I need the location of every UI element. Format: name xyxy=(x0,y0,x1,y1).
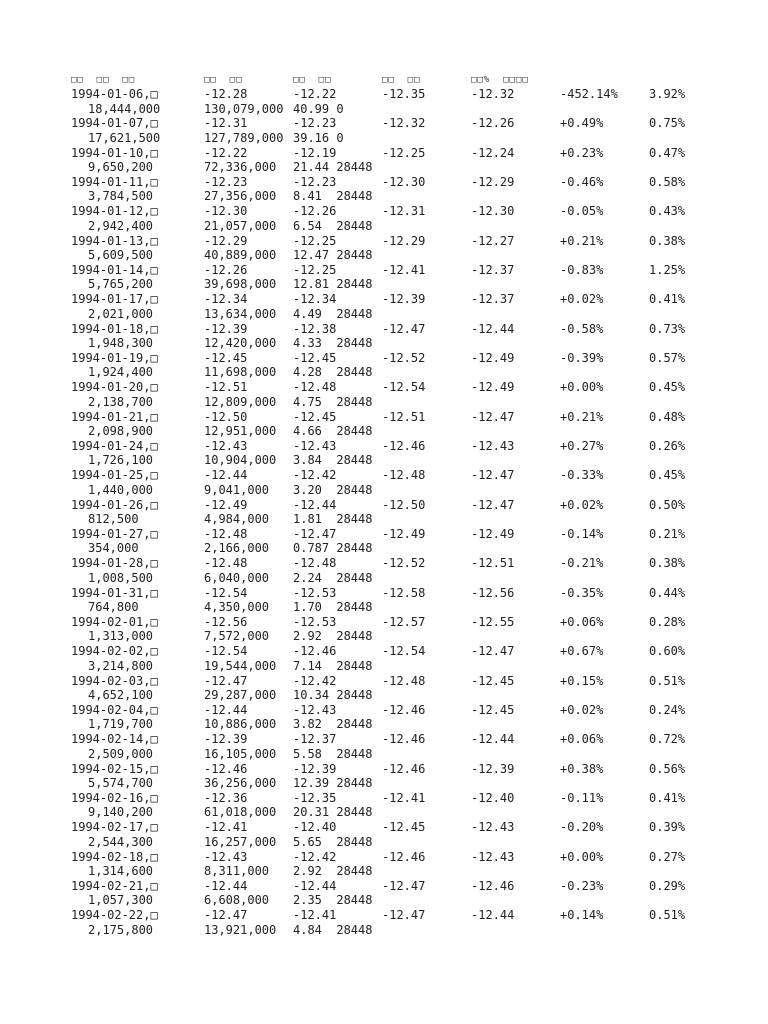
row-open: -12.43 xyxy=(204,438,248,453)
row-vol: 1,440,000 xyxy=(88,482,154,497)
row-amt: 13,921,000 xyxy=(204,922,277,937)
row-date: 1994-02-01,□ xyxy=(71,614,158,629)
row-open: -12.44 xyxy=(204,468,248,483)
row-low: -12.32 xyxy=(382,116,426,131)
row-chg: +0.21% xyxy=(560,233,604,248)
row-high: -12.38 xyxy=(293,321,337,336)
row-chg: +0.21% xyxy=(560,409,604,424)
row-high: -12.22 xyxy=(293,87,337,101)
row-chg: -452.14% xyxy=(560,87,618,101)
row-low: -12.54 xyxy=(382,644,426,659)
row-high: -12.45 xyxy=(293,409,337,424)
row-high: -12.37 xyxy=(293,732,337,747)
row-amp: 0.47% xyxy=(649,145,686,160)
row-amt: 7,572,000 xyxy=(204,629,270,644)
row-rest: 10.34 28448 xyxy=(293,688,373,703)
row-chg: +0.02% xyxy=(560,702,604,717)
row-amp: 0.28% xyxy=(649,614,686,629)
row-chg: -0.33% xyxy=(560,468,604,483)
row-vol: 2,098,900 xyxy=(88,424,154,439)
row-close: -12.55 xyxy=(471,614,515,629)
row-date: 1994-01-11,□ xyxy=(71,174,158,189)
row-rest: 7.14 28448 xyxy=(293,658,373,673)
row-chg: -0.83% xyxy=(560,262,604,277)
row-high: -12.42 xyxy=(293,673,337,688)
row-amp: 0.57% xyxy=(649,350,686,365)
row-open: -12.45 xyxy=(204,350,248,365)
row-vol: 2,138,700 xyxy=(88,394,154,409)
row-vol: 1,719,700 xyxy=(88,717,154,732)
row-vol: 5,765,200 xyxy=(88,277,154,292)
row-date: 1994-01-18,□ xyxy=(71,321,158,336)
row-open: -12.47 xyxy=(204,673,248,688)
row-date: 1994-01-06,□ xyxy=(71,87,158,101)
row-date: 1994-02-18,□ xyxy=(71,849,158,864)
row-date: 1994-01-13,□ xyxy=(71,233,158,248)
row-amp: 0.41% xyxy=(649,790,686,805)
row-low: -12.52 xyxy=(382,350,426,365)
row-rest: 40.99 0 xyxy=(293,101,344,116)
row-chg: +0.02% xyxy=(560,292,604,307)
row-low: -12.57 xyxy=(382,614,426,629)
row-amp: 0.75% xyxy=(649,116,686,131)
row-amp: 0.21% xyxy=(649,526,686,541)
row-chg: -0.20% xyxy=(560,820,604,835)
row-low: -12.51 xyxy=(382,409,426,424)
row-close: -12.37 xyxy=(471,262,515,277)
row-high: -12.45 xyxy=(293,350,337,365)
row-chg: -0.23% xyxy=(560,878,604,893)
row-amt: 39,698,000 xyxy=(204,277,277,292)
row-amp: 0.73% xyxy=(649,321,686,336)
row-open: -12.39 xyxy=(204,732,248,747)
row-rest: 4.84 28448 xyxy=(293,922,373,937)
row-high: -12.40 xyxy=(293,820,337,835)
row-low: -12.46 xyxy=(382,761,426,776)
row-amt: 36,256,000 xyxy=(204,776,277,791)
row-close: -12.56 xyxy=(471,585,515,600)
row-chg: +0.15% xyxy=(560,673,604,688)
row-rest: 2.24 28448 xyxy=(293,570,373,585)
row-vol: 1,948,300 xyxy=(88,336,154,351)
row-rest: 2.92 28448 xyxy=(293,629,373,644)
row-high: -12.23 xyxy=(293,116,337,131)
row-low: -12.45 xyxy=(382,820,426,835)
row-amp: 0.39% xyxy=(649,820,686,835)
row-open: -12.44 xyxy=(204,878,248,893)
row-chg: +0.06% xyxy=(560,614,604,629)
row-date: 1994-02-22,□ xyxy=(71,908,158,923)
row-vol: 1,008,500 xyxy=(88,570,154,585)
row-amp: 0.26% xyxy=(649,438,686,453)
row-date: 1994-02-15,□ xyxy=(71,761,158,776)
row-amt: 4,984,000 xyxy=(204,512,270,527)
row-chg: -0.46% xyxy=(560,174,604,189)
row-low: -12.49 xyxy=(382,526,426,541)
row-vol: 1,924,400 xyxy=(88,365,154,380)
row-high: -12.44 xyxy=(293,878,337,893)
row-close: -12.47 xyxy=(471,497,515,512)
row-date: 1994-01-21,□ xyxy=(71,409,158,424)
row-rest: 1.70 28448 xyxy=(293,600,373,615)
row-amt: 21,057,000 xyxy=(204,218,277,233)
row-date: 1994-02-03,□ xyxy=(71,673,158,688)
row-rest: 2.35 28448 xyxy=(293,893,373,908)
row-amt: 29,287,000 xyxy=(204,688,277,703)
row-high: -12.47 xyxy=(293,526,337,541)
row-date: 1994-01-28,□ xyxy=(71,556,158,571)
row-rest: 3.82 28448 xyxy=(293,717,373,732)
row-amp: 0.72% xyxy=(649,732,686,747)
row-high: -12.19 xyxy=(293,145,337,160)
row-date: 1994-02-14,□ xyxy=(71,732,158,747)
row-date: 1994-01-14,□ xyxy=(71,262,158,277)
row-amt: 9,041,000 xyxy=(204,482,270,497)
row-chg: -0.58% xyxy=(560,321,604,336)
row-amt: 72,336,000 xyxy=(204,160,277,175)
row-high: -12.46 xyxy=(293,644,337,659)
row-chg: +0.14% xyxy=(560,908,604,923)
row-rest: 4.49 28448 xyxy=(293,306,373,321)
row-close: -12.30 xyxy=(471,204,515,219)
row-date: 1994-01-07,□ xyxy=(71,116,158,131)
row-amp: 0.45% xyxy=(649,380,686,395)
row-high: -12.42 xyxy=(293,468,337,483)
row-chg: -0.14% xyxy=(560,526,604,541)
row-vol: 2,544,300 xyxy=(88,834,154,849)
row-low: -12.58 xyxy=(382,585,426,600)
row-amt: 10,904,000 xyxy=(204,453,277,468)
row-date: 1994-01-19,□ xyxy=(71,350,158,365)
row-vol: 2,942,400 xyxy=(88,218,154,233)
row-low: -12.31 xyxy=(382,204,426,219)
row-rest: 4.33 28448 xyxy=(293,336,373,351)
header-cell-1: □□ □□ □□ xyxy=(71,75,136,85)
row-rest: 2.92 28448 xyxy=(293,864,373,879)
row-low: -12.41 xyxy=(382,262,426,277)
row-date: 1994-01-12,□ xyxy=(71,204,158,219)
row-open: -12.48 xyxy=(204,526,248,541)
row-date: 1994-01-26,□ xyxy=(71,497,158,512)
row-rest: 0.787 28448 xyxy=(293,541,373,556)
row-amt: 13,634,000 xyxy=(204,306,277,321)
row-low: -12.35 xyxy=(382,87,426,101)
row-amt: 40,889,000 xyxy=(204,248,277,263)
row-low: -12.46 xyxy=(382,438,426,453)
row-close: -12.27 xyxy=(471,233,515,248)
row-amt: 11,698,000 xyxy=(204,365,277,380)
row-close: -12.43 xyxy=(471,438,515,453)
row-date: 1994-01-20,□ xyxy=(71,380,158,395)
row-low: -12.54 xyxy=(382,380,426,395)
header-cell-2: □□ □□ xyxy=(204,75,243,85)
row-low: -12.47 xyxy=(382,878,426,893)
row-amp: 0.38% xyxy=(649,233,686,248)
row-rest: 1.81 28448 xyxy=(293,512,373,527)
row-date: 1994-01-17,□ xyxy=(71,292,158,307)
row-amt: 27,356,000 xyxy=(204,189,277,204)
row-low: -12.41 xyxy=(382,790,426,805)
row-open: -12.43 xyxy=(204,849,248,864)
row-amt: 6,040,000 xyxy=(204,570,270,585)
row-chg: +0.49% xyxy=(560,116,604,131)
row-close: -12.26 xyxy=(471,116,515,131)
row-high: -12.35 xyxy=(293,790,337,805)
row-amp: 0.43% xyxy=(649,204,686,219)
row-rest: 12.81 28448 xyxy=(293,277,373,292)
row-rest: 4.75 28448 xyxy=(293,394,373,409)
row-chg: -0.05% xyxy=(560,204,604,219)
row-chg: +0.27% xyxy=(560,438,604,453)
row-amp: 0.38% xyxy=(649,556,686,571)
row-rest: 6.54 28448 xyxy=(293,218,373,233)
row-open: -12.23 xyxy=(204,174,248,189)
row-rest: 3.20 28448 xyxy=(293,482,373,497)
row-open: -12.31 xyxy=(204,116,248,131)
row-amt: 130,079,000 xyxy=(204,101,284,116)
row-chg: +0.67% xyxy=(560,644,604,659)
row-high: -12.43 xyxy=(293,702,337,717)
row-amt: 12,809,000 xyxy=(204,394,277,409)
row-amp: 0.50% xyxy=(649,497,686,512)
row-chg: -0.35% xyxy=(560,585,604,600)
row-amp: 0.27% xyxy=(649,849,686,864)
row-chg: +0.02% xyxy=(560,497,604,512)
row-date: 1994-02-17,□ xyxy=(71,820,158,835)
row-low: -12.47 xyxy=(382,908,426,923)
row-amp: 0.29% xyxy=(649,878,686,893)
row-close: -12.32 xyxy=(471,87,515,101)
row-open: -12.34 xyxy=(204,292,248,307)
row-amt: 16,105,000 xyxy=(204,746,277,761)
row-date: 1994-02-21,□ xyxy=(71,878,158,893)
row-low: -12.46 xyxy=(382,732,426,747)
row-high: -12.48 xyxy=(293,556,337,571)
row-date: 1994-02-04,□ xyxy=(71,702,158,717)
row-vol: 2,021,000 xyxy=(88,306,154,321)
row-amt: 10,886,000 xyxy=(204,717,277,732)
row-close: -12.40 xyxy=(471,790,515,805)
row-amt: 6,608,000 xyxy=(204,893,270,908)
row-vol: 1,057,300 xyxy=(88,893,154,908)
row-close: -12.47 xyxy=(471,409,515,424)
row-close: -12.43 xyxy=(471,820,515,835)
row-high: -12.48 xyxy=(293,380,337,395)
row-open: -12.54 xyxy=(204,644,248,659)
row-close: -12.37 xyxy=(471,292,515,307)
row-open: -12.39 xyxy=(204,321,248,336)
row-open: -12.54 xyxy=(204,585,248,600)
row-rest: 5.65 28448 xyxy=(293,834,373,849)
row-low: -12.47 xyxy=(382,321,426,336)
row-low: -12.50 xyxy=(382,497,426,512)
row-chg: +0.23% xyxy=(560,145,604,160)
row-amt: 2,166,000 xyxy=(204,541,270,556)
row-vol: 18,444,000 xyxy=(88,101,161,116)
row-open: -12.22 xyxy=(204,145,248,160)
row-high: -12.43 xyxy=(293,438,337,453)
row-vol: 2,175,800 xyxy=(88,922,154,937)
row-open: -12.30 xyxy=(204,204,248,219)
row-amp: 0.60% xyxy=(649,644,686,659)
row-amt: 16,257,000 xyxy=(204,834,277,849)
row-vol: 354,000 xyxy=(88,541,139,556)
row-amt: 127,789,000 xyxy=(204,130,284,145)
row-rest: 12.39 28448 xyxy=(293,776,373,791)
row-date: 1994-02-16,□ xyxy=(71,790,158,805)
row-high: -12.26 xyxy=(293,204,337,219)
row-amp: 0.56% xyxy=(649,761,686,776)
row-vol: 5,574,700 xyxy=(88,776,154,791)
row-amt: 8,311,000 xyxy=(204,864,270,879)
row-high: -12.25 xyxy=(293,262,337,277)
header-cell-5: □□% □□□□ xyxy=(471,75,529,85)
row-chg: +0.38% xyxy=(560,761,604,776)
row-close: -12.49 xyxy=(471,380,515,395)
row-vol: 3,214,800 xyxy=(88,658,154,673)
row-close: -12.43 xyxy=(471,849,515,864)
row-chg: +0.06% xyxy=(560,732,604,747)
row-rest: 4.28 28448 xyxy=(293,365,373,380)
row-open: -12.51 xyxy=(204,380,248,395)
row-close: -12.44 xyxy=(471,732,515,747)
row-high: -12.25 xyxy=(293,233,337,248)
row-amt: 4,350,000 xyxy=(204,600,270,615)
row-close: -12.45 xyxy=(471,673,515,688)
row-high: -12.53 xyxy=(293,614,337,629)
row-chg: -0.39% xyxy=(560,350,604,365)
row-amp: 0.51% xyxy=(649,673,686,688)
row-close: -12.51 xyxy=(471,556,515,571)
row-high: -12.42 xyxy=(293,849,337,864)
row-rest: 20.31 28448 xyxy=(293,805,373,820)
row-amp: 0.24% xyxy=(649,702,686,717)
row-chg: -0.21% xyxy=(560,556,604,571)
row-low: -12.48 xyxy=(382,673,426,688)
header-cell-3: □□ □□ xyxy=(293,75,332,85)
row-vol: 4,652,100 xyxy=(88,688,154,703)
row-chg: +0.00% xyxy=(560,380,604,395)
row-close: -12.39 xyxy=(471,761,515,776)
row-close: -12.29 xyxy=(471,174,515,189)
row-date: 1994-01-27,□ xyxy=(71,526,158,541)
row-low: -12.46 xyxy=(382,849,426,864)
row-high: -12.53 xyxy=(293,585,337,600)
row-close: -12.49 xyxy=(471,350,515,365)
row-open: -12.36 xyxy=(204,790,248,805)
row-open: -12.44 xyxy=(204,702,248,717)
row-open: -12.29 xyxy=(204,233,248,248)
row-rest: 5.58 28448 xyxy=(293,746,373,761)
row-amp: 0.48% xyxy=(649,409,686,424)
row-open: -12.56 xyxy=(204,614,248,629)
row-date: 1994-01-31,□ xyxy=(71,585,158,600)
row-vol: 9,140,200 xyxy=(88,805,154,820)
row-amp: 0.44% xyxy=(649,585,686,600)
row-close: -12.45 xyxy=(471,702,515,717)
row-close: -12.47 xyxy=(471,644,515,659)
row-rest: 21.44 28448 xyxy=(293,160,373,175)
row-rest: 8.41 28448 xyxy=(293,189,373,204)
row-vol: 812,500 xyxy=(88,512,139,527)
row-open: -12.49 xyxy=(204,497,248,512)
row-open: -12.46 xyxy=(204,761,248,776)
row-close: -12.44 xyxy=(471,908,515,923)
row-close: -12.24 xyxy=(471,145,515,160)
row-low: -12.52 xyxy=(382,556,426,571)
row-high: -12.23 xyxy=(293,174,337,189)
row-high: -12.44 xyxy=(293,497,337,512)
row-high: -12.39 xyxy=(293,761,337,776)
row-rest: 39.16 0 xyxy=(293,130,344,145)
row-amt: 12,951,000 xyxy=(204,424,277,439)
row-amp: 0.45% xyxy=(649,468,686,483)
row-low: -12.25 xyxy=(382,145,426,160)
row-vol: 1,313,000 xyxy=(88,629,154,644)
row-close: -12.44 xyxy=(471,321,515,336)
row-amp: 1.25% xyxy=(649,262,686,277)
row-vol: 764,800 xyxy=(88,600,139,615)
row-open: -12.47 xyxy=(204,908,248,923)
row-close: -12.47 xyxy=(471,468,515,483)
row-rest: 12.47 28448 xyxy=(293,248,373,263)
row-chg: +0.00% xyxy=(560,849,604,864)
header-cell-4: □□ □□ xyxy=(382,75,421,85)
row-date: 1994-01-10,□ xyxy=(71,145,158,160)
row-close: -12.49 xyxy=(471,526,515,541)
row-chg: -0.11% xyxy=(560,790,604,805)
row-amt: 19,544,000 xyxy=(204,658,277,673)
row-date: 1994-01-25,□ xyxy=(71,468,158,483)
row-vol: 5,609,500 xyxy=(88,248,154,263)
row-open: -12.28 xyxy=(204,87,248,101)
row-vol: 1,726,100 xyxy=(88,453,154,468)
row-vol: 3,784,500 xyxy=(88,189,154,204)
row-vol: 9,650,200 xyxy=(88,160,154,175)
row-open: -12.48 xyxy=(204,556,248,571)
row-high: -12.41 xyxy=(293,908,337,923)
row-amp: 3.92% xyxy=(649,87,686,101)
row-vol: 1,314,600 xyxy=(88,864,154,879)
row-low: -12.30 xyxy=(382,174,426,189)
row-date: 1994-01-24,□ xyxy=(71,438,158,453)
row-low: -12.39 xyxy=(382,292,426,307)
row-amt: 12,420,000 xyxy=(204,336,277,351)
row-date: 1994-02-02,□ xyxy=(71,644,158,659)
row-low: -12.29 xyxy=(382,233,426,248)
row-low: -12.48 xyxy=(382,468,426,483)
row-open: -12.41 xyxy=(204,820,248,835)
row-rest: 3.84 28448 xyxy=(293,453,373,468)
row-vol: 2,509,000 xyxy=(88,746,154,761)
row-amp: 0.41% xyxy=(649,292,686,307)
row-low: -12.46 xyxy=(382,702,426,717)
row-close: -12.46 xyxy=(471,878,515,893)
row-open: -12.50 xyxy=(204,409,248,424)
row-rest: 4.66 28448 xyxy=(293,424,373,439)
row-amt: 61,018,000 xyxy=(204,805,277,820)
row-high: -12.34 xyxy=(293,292,337,307)
row-open: -12.26 xyxy=(204,262,248,277)
row-amp: 0.58% xyxy=(649,174,686,189)
row-vol: 17,621,500 xyxy=(88,130,161,145)
row-amp: 0.51% xyxy=(649,908,686,923)
